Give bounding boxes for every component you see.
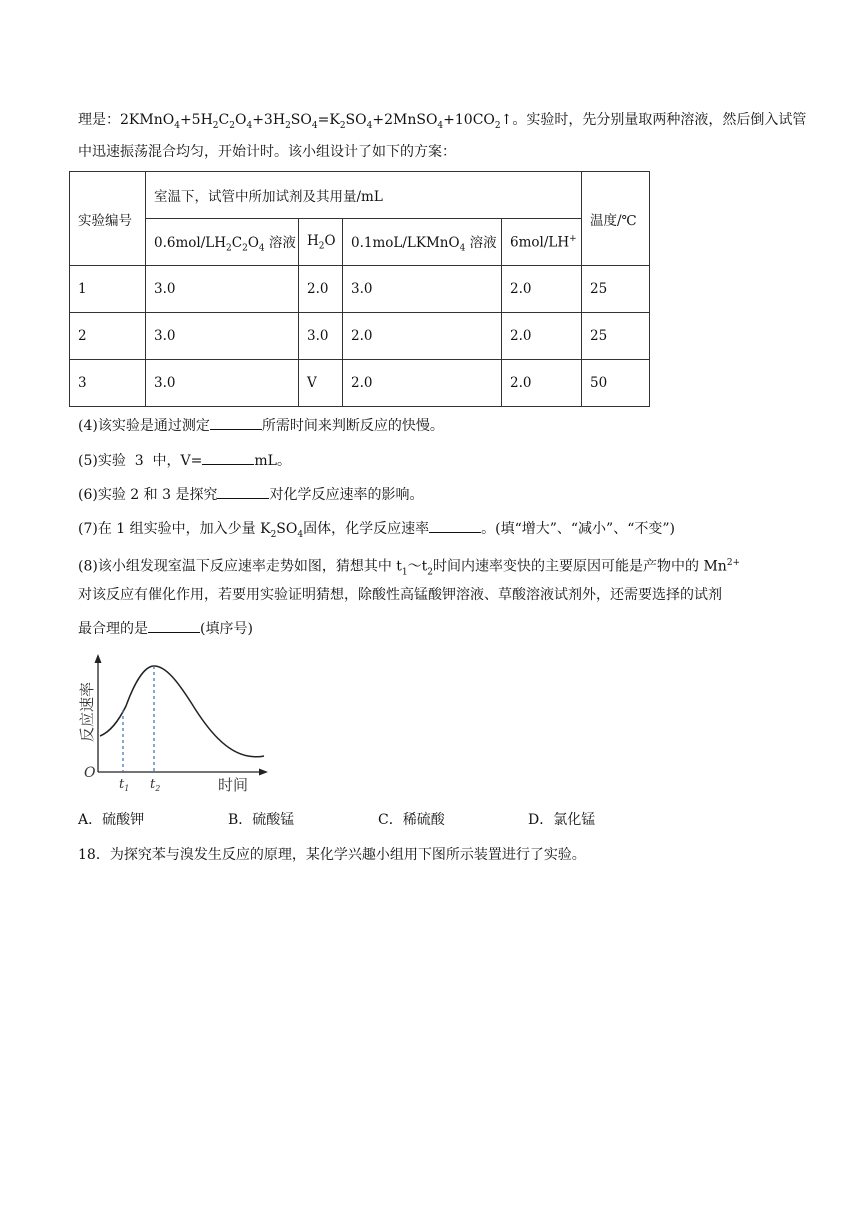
experiment-table — [69, 171, 650, 407]
origin-label: O — [84, 765, 96, 781]
option-b[interactable]: B．硫酸锰 — [228, 812, 295, 828]
cell-value: 2.0 — [343, 360, 502, 407]
equation-text: C — [218, 112, 230, 128]
cell-value: 2.0 — [502, 313, 582, 360]
cell-value: 2.0 — [502, 266, 582, 313]
question-4 — [78, 415, 790, 436]
cell-temp: 25 — [582, 313, 650, 360]
question-18: 18．为探究苯与溴发生反应的原理，某化学兴趣小组用下图所示装置进行了实验。 — [78, 847, 586, 863]
x-axis-label: 时间 — [218, 776, 249, 794]
question-text: SO — [276, 521, 298, 537]
equation-text: SO — [290, 112, 312, 128]
question-text: mL。 — [254, 453, 291, 469]
cell-id: 2 — [70, 313, 146, 360]
intro-text: ↑。实验时，先分别量取两种溶液，然后倒入试管 — [500, 112, 807, 128]
cell-value: 2.0 — [343, 313, 502, 360]
x-axis-arrow — [259, 769, 268, 776]
question-text: (7)在 1 组实验中，加入少量 K — [78, 521, 271, 537]
cell-value: 2.0 — [299, 266, 343, 313]
cell-value: 3.0 — [146, 266, 299, 313]
cell-value: 3.0 — [146, 360, 299, 407]
intro-line-1: 理是：$2KMnO_4+5H_2C_2O_4+3H_2SO_4=K_2SO_4+2MnSO_4+10CO_2↑$。实验时，先分别量取两种溶液，然后倒入试管 — [78, 112, 807, 131]
cell-value: V — [299, 360, 343, 407]
answer-blank[interactable] — [429, 518, 481, 533]
question-text: 时间内速率变快的主要原因可能是产物中的 Mn — [433, 558, 727, 575]
question-text: ～t — [407, 558, 428, 575]
header-exp-id: 实验编号 — [70, 172, 146, 266]
header-kmno4: 0.1moL/LKMnO$_4$ 溶液 — [343, 219, 502, 266]
t1-label: $t_1$ — [119, 777, 130, 793]
question-8-line-1: (8)该小组发现室温下反应速率走势如图，猜想其中 $t_1\sim t_2$时间内速率变快的主要原因可能是产物中的 $Mn^{2+}$ — [78, 558, 741, 578]
question-8-line-3 — [78, 618, 790, 639]
header-acid: 6mol/LH+ — [502, 219, 582, 266]
question-text: (填序号) — [200, 621, 253, 637]
option-d[interactable]: D．氯化锰 — [528, 812, 596, 828]
question-text: 对化学反应速率的影响。 — [269, 487, 424, 503]
intro-line-2: 中迅速振荡混合均匀，开始计时。该小组设计了如下的方案： — [78, 144, 456, 160]
option-a[interactable]: A．硫酸钾 — [78, 812, 145, 828]
answer-options — [78, 809, 778, 829]
cell-value: 3.0 — [299, 313, 343, 360]
option-c[interactable]: C．稀硫酸 — [378, 812, 445, 828]
cell-id: 3 — [70, 360, 146, 407]
question-6 — [78, 484, 790, 505]
question-text: 固体，化学反应速率 — [303, 521, 430, 537]
equation-text: 理是：2KMnO — [78, 112, 175, 128]
equation-text: =K — [317, 112, 340, 128]
question-7: (7)在 1 组实验中，加入少量 $K_2SO_4$固体，化学反应速率 。(填“增大”、“减小”、“不变”) — [78, 518, 790, 545]
equation-text: +10CO — [443, 112, 495, 128]
cell-value: 3.0 — [146, 313, 299, 360]
cell-temp: 25 — [582, 266, 650, 313]
question-text: 最合理的是 — [78, 621, 148, 637]
question-text: (8)该小组发现室温下反应速率走势如图，猜想其中 t — [78, 558, 402, 575]
header-water: $H_2O$ — [299, 219, 343, 266]
y-axis-arrow — [95, 654, 102, 663]
equation-text: O — [234, 112, 247, 128]
question-8-line-2: 对该反应有催化作用，若要用实验证明猜想，除酸性高锰酸钾溶液、草酸溶液试剂外，还需要选择的试剂 — [78, 587, 722, 603]
question-text: (5)实验 3 中，V= — [78, 453, 203, 469]
equation-text: +2MnSO — [372, 112, 438, 128]
cell-id: 1 — [70, 266, 146, 313]
cell-value: 3.0 — [343, 266, 502, 313]
question-text: 。(填“增大”、“减小”、“不变”) — [481, 521, 675, 537]
question-text: (6)实验 2 和 3 是探究 — [78, 487, 218, 503]
header-reagents: 室温下，试管中所加试剂及其用量/mL — [146, 172, 582, 219]
answer-blank[interactable] — [217, 484, 269, 499]
equation-text: SO — [345, 112, 367, 128]
cell-value: 2.0 — [502, 360, 582, 407]
header-temperature: 温度/℃ — [582, 172, 650, 266]
question-text: 所需时间来判断反应的快慢。 — [261, 418, 444, 434]
t2-label: $t_2$ — [150, 777, 161, 793]
reaction-rate-graph — [68, 652, 278, 797]
answer-blank[interactable] — [210, 415, 262, 430]
table-row — [70, 360, 650, 407]
table-row — [70, 266, 650, 313]
cell-temp: 50 — [582, 360, 650, 407]
rate-curve — [100, 666, 264, 757]
answer-blank[interactable] — [148, 618, 200, 633]
equation-text: +5H — [179, 112, 213, 128]
y-axis-label: 反应速率 — [78, 681, 96, 743]
equation-text: +3H — [252, 112, 286, 128]
header-oxalic-acid: $0.6mol/LH_2C_2O_4$ 溶液 — [146, 219, 299, 266]
table-row — [70, 313, 650, 360]
question-5 — [78, 450, 790, 471]
answer-blank[interactable] — [202, 450, 254, 465]
question-text: (4)该实验是通过测定 — [78, 418, 210, 434]
